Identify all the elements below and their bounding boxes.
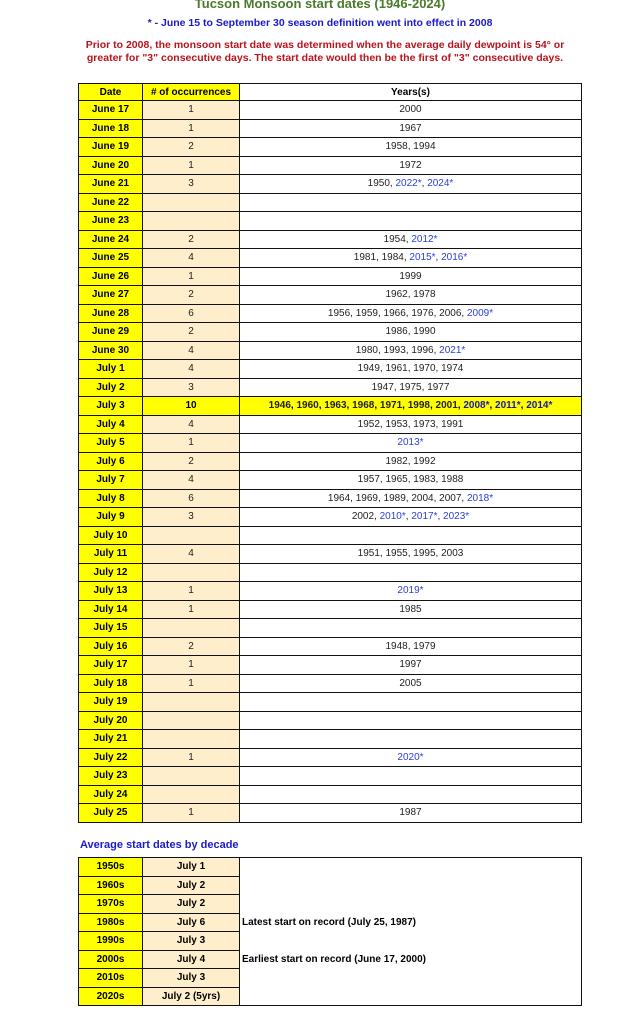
row-date: June 24 [79, 230, 143, 249]
year-value: 2008* [463, 400, 490, 412]
year-value: 1971 [379, 400, 403, 412]
decade-note [240, 858, 582, 877]
year-value: 1992 [413, 455, 436, 467]
year-value: 1964 [327, 492, 351, 504]
page-title: Tucson Monsoon start dates (1946-2024) [194, 0, 446, 11]
row-date: June 27 [79, 286, 143, 305]
decade-average-date: July 1 [143, 858, 240, 877]
row-occurrences: 1 [143, 119, 240, 138]
row-years: 1964, 1969, 1989, 2004, 2007, 2018* [240, 489, 582, 508]
row-occurrences: 10 [143, 397, 240, 416]
decade-note: Latest start on record (July 25, 1987) [240, 913, 582, 932]
row-occurrences: 4 [143, 360, 240, 379]
decade-row [79, 895, 582, 914]
row-years [240, 582, 582, 601]
year-value: 1968 [352, 400, 375, 412]
decade-label: 1950s [79, 858, 143, 877]
year-value: 1952 [357, 418, 380, 430]
year-value: 1954 [383, 233, 406, 245]
decade-note [240, 969, 582, 988]
year-value: 1951 [357, 548, 380, 560]
row-date: July 18 [79, 674, 143, 693]
year-value: 1978 [413, 289, 436, 301]
row-date: July 1 [79, 360, 143, 379]
table-row [79, 323, 582, 342]
row-occurrences: 2 [143, 452, 240, 471]
year-value: 1997 [399, 659, 422, 671]
row-date: June 18 [79, 119, 143, 138]
year-value: 1977 [427, 381, 450, 393]
year-value: 2017* [411, 511, 438, 523]
year-value: 1965 [385, 474, 408, 486]
row-occurrences: 4 [143, 341, 240, 360]
year-value: 2006 [439, 307, 462, 319]
table-row [79, 452, 582, 471]
year-value: 1986 [385, 326, 408, 338]
decade-label: 1990s [79, 932, 143, 951]
row-years [240, 748, 582, 767]
table-row [79, 193, 582, 212]
year-value: 1990 [413, 326, 436, 338]
row-date: July 15 [79, 619, 143, 638]
table-row [79, 101, 582, 120]
row-occurrences: 1 [143, 267, 240, 286]
row-occurrences: 1 [143, 748, 240, 767]
year-value: 2023* [443, 511, 470, 523]
table-row [79, 304, 582, 323]
table-row [79, 156, 582, 175]
year-value: 1979 [413, 640, 436, 652]
year-value: 2016* [441, 252, 468, 264]
row-years: 1956, 1959, 1966, 1976, 2006, 2009* [240, 304, 582, 323]
table-row [79, 471, 582, 490]
year-value: 1955 [385, 548, 408, 560]
table-row [79, 748, 582, 767]
year-value: 1991 [441, 418, 464, 430]
year-value: 2022* [395, 178, 422, 190]
table-row [79, 711, 582, 730]
table-row [79, 397, 582, 416]
row-occurrences [143, 212, 240, 231]
year-value: 1966 [383, 307, 406, 319]
year-value: 1996 [411, 344, 434, 356]
table-row [79, 600, 582, 619]
row-years [240, 693, 582, 712]
table-row [79, 286, 582, 305]
row-date: July 23 [79, 767, 143, 786]
row-date: July 11 [79, 545, 143, 564]
row-date: June 21 [79, 175, 143, 194]
row-date: July 4 [79, 415, 143, 434]
decade-row [79, 913, 582, 932]
year-value: 2001 [435, 400, 458, 412]
table-row [79, 526, 582, 545]
year-value: 2020* [397, 751, 424, 763]
decade-note: Earliest start on record (June 17, 2000) [240, 950, 582, 969]
row-date: July 6 [79, 452, 143, 471]
row-years: 1954, 2012* [240, 230, 582, 249]
year-value: 1956 [327, 307, 351, 319]
decade-label: 1960s [79, 876, 143, 895]
year-value: 1984 [381, 252, 404, 264]
table-row [79, 582, 582, 601]
year-value: 1973 [413, 418, 436, 430]
row-date: July 25 [79, 804, 143, 823]
year-value: 2013* [397, 437, 424, 449]
row-date: July 12 [79, 563, 143, 582]
table-row [79, 489, 582, 508]
decade-label: 1980s [79, 913, 143, 932]
row-occurrences: 1 [143, 582, 240, 601]
row-date: July 10 [79, 526, 143, 545]
table-row [79, 730, 582, 749]
row-date: July 3 [79, 397, 143, 416]
table-row [79, 656, 582, 675]
decade-average-date: July 4 [143, 950, 240, 969]
decade-row [79, 969, 582, 988]
row-years: 1950, 2022*, 2024* [240, 175, 582, 194]
year-value: 1953 [385, 418, 408, 430]
row-years [240, 526, 582, 545]
table-row [79, 563, 582, 582]
row-years: 1947, 1975, 1977 [240, 378, 582, 397]
decade-label: 1970s [79, 895, 143, 914]
year-value: 1958 [385, 141, 408, 153]
row-years: 1981, 1984, 2015*, 2016* [240, 249, 582, 268]
table-row [79, 119, 582, 138]
row-date: July 20 [79, 711, 143, 730]
decade-label: 2010s [79, 969, 143, 988]
year-value: 1946 [268, 400, 291, 412]
row-date: June 20 [79, 156, 143, 175]
row-date: July 17 [79, 656, 143, 675]
table-row [79, 674, 582, 693]
row-occurrences: 1 [143, 674, 240, 693]
row-years: 1980, 1993, 1996, 2021* [240, 341, 582, 360]
year-value: 2012* [411, 233, 438, 245]
row-date: June 25 [79, 249, 143, 268]
table-header-row [79, 84, 582, 101]
year-value: 2015* [409, 252, 436, 264]
row-occurrences: 6 [143, 489, 240, 508]
year-value: 1999 [399, 270, 422, 282]
row-years: 1962, 1978 [240, 286, 582, 305]
table-row [79, 267, 582, 286]
table-row [79, 230, 582, 249]
table-row [79, 378, 582, 397]
row-date: June 19 [79, 138, 143, 157]
row-years: 1986, 1990 [240, 323, 582, 342]
row-occurrences [143, 730, 240, 749]
row-occurrences: 3 [143, 378, 240, 397]
row-years [240, 711, 582, 730]
year-value: 1995 [413, 548, 436, 560]
decade-note [240, 876, 582, 895]
header-date: Date [79, 84, 143, 101]
decade-note [240, 895, 582, 914]
decade-average-date: July 2 (5yrs) [143, 987, 240, 1006]
year-value: 1989 [383, 492, 406, 504]
decade-row [79, 987, 582, 1006]
year-value: 1985 [399, 603, 422, 615]
table-row [79, 545, 582, 564]
row-occurrences: 4 [143, 471, 240, 490]
row-years [240, 785, 582, 804]
year-value: 1961 [385, 363, 408, 375]
row-occurrences: 1 [143, 656, 240, 675]
row-years [240, 267, 582, 286]
row-date: June 28 [79, 304, 143, 323]
table-row [79, 249, 582, 268]
decade-label: 2020s [79, 987, 143, 1006]
year-value: 2007 [439, 492, 462, 504]
decade-label: 2000s [79, 950, 143, 969]
row-years [240, 804, 582, 823]
table-row [79, 175, 582, 194]
row-years [240, 212, 582, 231]
row-years: 1946, 1960, 1963, 1968, 1971, 1998, 2001, 2008*, 2011*, 2014* [240, 397, 582, 416]
year-value: 2000 [399, 104, 422, 116]
row-date: June 29 [79, 323, 143, 342]
start-dates-table [78, 83, 582, 823]
row-years [240, 767, 582, 786]
year-value: 1962 [385, 289, 408, 301]
table-row [79, 637, 582, 656]
decade-average-date: July 3 [143, 932, 240, 951]
table-row [79, 804, 582, 823]
row-occurrences: 4 [143, 249, 240, 268]
row-date: July 5 [79, 434, 143, 453]
prior-method-note: Prior to 2008, the monsoon start date was determined when the average daily dewpoint is 54° or greater for "3" consecutive days. The start date would then be the first of "3" consecutive days. [85, 39, 565, 64]
year-value: 1994 [413, 141, 436, 153]
year-value: 1948 [385, 640, 408, 652]
row-date: July 13 [79, 582, 143, 601]
row-years [240, 193, 582, 212]
year-value: 2002 [351, 511, 375, 523]
row-date: June 23 [79, 212, 143, 231]
year-value: 2003 [441, 548, 464, 560]
row-occurrences [143, 767, 240, 786]
year-value: 2004 [411, 492, 434, 504]
row-date: July 7 [79, 471, 143, 490]
row-occurrences [143, 526, 240, 545]
row-years: 1982, 1992 [240, 452, 582, 471]
row-date: June 26 [79, 267, 143, 286]
table-row [79, 341, 582, 360]
row-occurrences [143, 619, 240, 638]
decade-section-title: Average start dates by decade [80, 839, 239, 851]
header-years: Years(s) [240, 84, 582, 101]
year-value: 2024* [427, 178, 454, 190]
row-occurrences: 2 [143, 138, 240, 157]
row-date: June 30 [79, 341, 143, 360]
year-value: 1975 [399, 381, 422, 393]
year-value: 1983 [413, 474, 436, 486]
year-value: 1974 [441, 363, 464, 375]
decade-average-date: July 6 [143, 913, 240, 932]
decade-note [240, 987, 582, 1006]
year-value: 1963 [324, 400, 347, 412]
row-date: July 8 [79, 489, 143, 508]
row-occurrences: 1 [143, 156, 240, 175]
row-years [240, 619, 582, 638]
row-occurrences [143, 563, 240, 582]
row-years [240, 156, 582, 175]
decade-row [79, 876, 582, 895]
row-date: July 2 [79, 378, 143, 397]
row-years: 2002, 2010*, 2017*, 2023* [240, 508, 582, 527]
table-row [79, 619, 582, 638]
row-date: July 19 [79, 693, 143, 712]
row-years: 1948, 1979 [240, 637, 582, 656]
row-date: June 22 [79, 193, 143, 212]
row-date: June 17 [79, 101, 143, 120]
year-value: 1947 [371, 381, 394, 393]
table-row [79, 415, 582, 434]
row-years: 1952, 1953, 1973, 1991 [240, 415, 582, 434]
year-value: 1960 [296, 400, 319, 412]
year-value: 2009* [466, 307, 494, 319]
year-value: 1981 [353, 252, 377, 264]
decade-row [79, 932, 582, 951]
row-occurrences: 4 [143, 415, 240, 434]
row-date: July 9 [79, 508, 143, 527]
table-row [79, 508, 582, 527]
table-row [79, 434, 582, 453]
year-value: 1980 [355, 344, 378, 356]
row-years: 1949, 1961, 1970, 1974 [240, 360, 582, 379]
year-value: 1993 [383, 344, 406, 356]
year-value: 2021* [439, 344, 466, 356]
decade-average-date: July 2 [143, 895, 240, 914]
decade-note [240, 932, 582, 951]
table-row [79, 767, 582, 786]
row-occurrences: 1 [143, 600, 240, 619]
row-years [240, 119, 582, 138]
row-years [240, 563, 582, 582]
year-value: 1967 [399, 122, 422, 134]
decade-row [79, 858, 582, 877]
year-value: 1949 [357, 363, 380, 375]
row-occurrences: 1 [143, 434, 240, 453]
row-occurrences [143, 193, 240, 212]
decade-average-date: July 3 [143, 969, 240, 988]
row-occurrences: 3 [143, 508, 240, 527]
table-row [79, 212, 582, 231]
year-value: 1988 [441, 474, 464, 486]
table-row [79, 785, 582, 804]
year-value: 1998 [407, 400, 430, 412]
row-years: 1958, 1994 [240, 138, 582, 157]
row-years [240, 730, 582, 749]
decade-average-date: July 2 [143, 876, 240, 895]
row-date: July 24 [79, 785, 143, 804]
season-definition-note: * - June 15 to September 30 season definition went into effect in 2008 [147, 17, 493, 29]
decade-row [79, 950, 582, 969]
row-years [240, 674, 582, 693]
year-value: 1972 [399, 159, 422, 171]
year-value: 2005 [399, 677, 422, 689]
decade-average-table [78, 857, 582, 1006]
year-value: 2010* [379, 511, 406, 523]
row-occurrences: 6 [143, 304, 240, 323]
year-value: 1976 [411, 307, 434, 319]
row-occurrences: 2 [143, 637, 240, 656]
row-years [240, 656, 582, 675]
row-date: July 21 [79, 730, 143, 749]
row-occurrences [143, 693, 240, 712]
year-value: 1982 [385, 455, 408, 467]
year-value: 1957 [357, 474, 380, 486]
table-row [79, 360, 582, 379]
row-occurrences: 2 [143, 323, 240, 342]
row-years [240, 101, 582, 120]
row-date: July 22 [79, 748, 143, 767]
year-value: 2019* [397, 585, 424, 597]
header-occurrences: # of occurrences [143, 84, 240, 101]
year-value: 1969 [355, 492, 378, 504]
row-occurrences: 2 [143, 286, 240, 305]
row-years [240, 434, 582, 453]
year-value: 1950 [367, 178, 390, 190]
row-occurrences: 3 [143, 175, 240, 194]
row-occurrences [143, 785, 240, 804]
year-value: 1970 [413, 363, 436, 375]
row-date: July 16 [79, 637, 143, 656]
table-row [79, 693, 582, 712]
row-years: 1951, 1955, 1995, 2003 [240, 545, 582, 564]
row-occurrences [143, 711, 240, 730]
row-years [240, 600, 582, 619]
year-value: 1987 [399, 807, 422, 819]
year-value: 2018* [466, 492, 494, 504]
row-occurrences: 4 [143, 545, 240, 564]
row-occurrences: 1 [143, 101, 240, 120]
row-occurrences: 2 [143, 230, 240, 249]
row-years: 1957, 1965, 1983, 1988 [240, 471, 582, 490]
year-value: 2014* [526, 400, 553, 412]
row-date: July 14 [79, 600, 143, 619]
table-row [79, 138, 582, 157]
year-value: 1959 [355, 307, 378, 319]
row-occurrences: 1 [143, 804, 240, 823]
year-value: 2011* [495, 400, 521, 412]
